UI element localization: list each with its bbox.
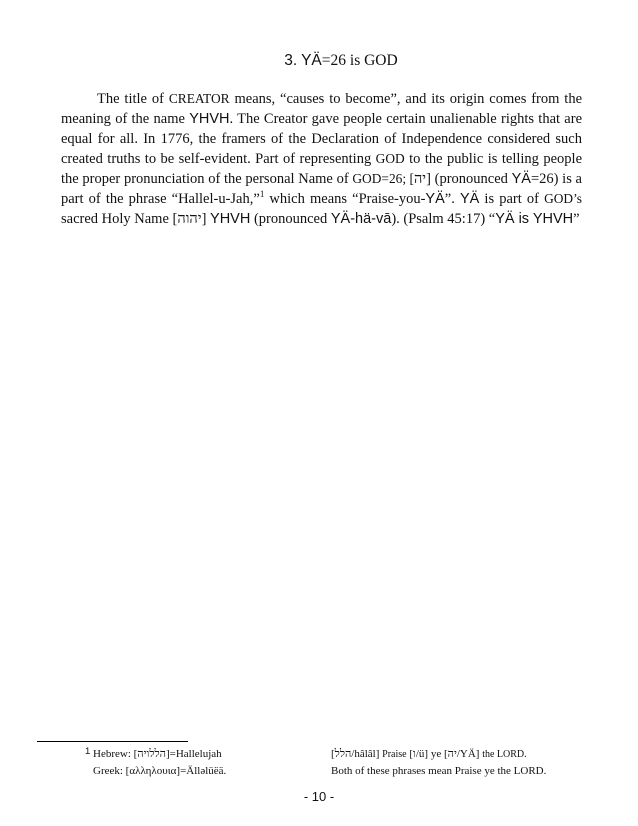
creator-term: CREATOR [168,91,230,106]
text-run: ,” [249,191,260,207]
ya-name: YÄ [425,191,445,207]
text-run: [הלל/hâlâl] [331,748,383,760]
text-run: =26) is a part of the phrase “ [61,171,582,207]
footnote-number: 1 [85,746,91,757]
text-run: ] (pronounced [426,171,512,187]
yahava-name: YÄ-hä-vā [330,211,392,227]
ya-name: YÄ [511,171,531,187]
footnote-hebrew-line: Hebrew: [הללויה]=Hallelujah [93,748,222,760]
footnote-right-column [331,746,546,780]
heading-name: YÄ [301,52,322,69]
quote-text: YÄ is YHVH [495,211,574,227]
god-term: GOD [375,151,405,166]
heading-number: 3. [284,52,298,69]
footnote-divider [37,741,188,742]
text-run: ” [573,211,580,227]
text-run: . The Creator gave people certain unalienable rights that are equal for all. In 1776, the framers of the Declaration of Independence considered such created truths to be self-evident. Part of representing [61,111,583,167]
text-run: sacred Holy Name [ [61,211,178,227]
yhvh-name: YHVH [210,211,251,227]
heading-rest: =26 is GOD [321,52,398,69]
footnote-reference: 1 [259,189,265,200]
god-term: GOD=26; [ [352,171,414,186]
text-run: to the public is telling people the proper pronunciation of the personal Name of [61,151,583,187]
footnote-left-column [85,746,227,780]
text-run: ”. [444,191,460,207]
page-number: - 10 - [303,789,335,804]
text-run: ] [201,211,211,227]
hebrew-yah: יה [413,171,427,187]
hallel-phrase: Hallel-u-Jah [178,191,250,207]
text-run: ). (Psalm 45:17) “ [391,211,496,227]
footnote-greek-line: Greek: [αλληλουια]=Ällǝlüëä. [93,765,227,777]
body-paragraph [61,89,582,229]
text-run: [ו/ü] ye [יה/YÄ] [406,748,483,760]
ya-name: YÄ [459,191,480,207]
god-term: GOD’s [544,191,583,206]
footnote-summary-line: Both of these phrases mean Praise ye the LORD. [331,765,547,777]
footnote-praise-line [331,746,546,763]
text-run: (pronounced [250,211,331,227]
yhvh-name: YHVH [189,111,230,127]
text-run: Praise [382,749,407,760]
section-heading [0,52,638,70]
text-run: The title of [97,91,169,107]
text-run: the LORD. [482,749,527,760]
text-run: means, “causes to become”, and its origin comes from the meaning of the name [61,91,583,127]
text-run: is part of [479,191,545,207]
text-run: which means “Praise-you- [264,191,426,207]
hebrew-yhvh: יהוה [177,211,202,227]
